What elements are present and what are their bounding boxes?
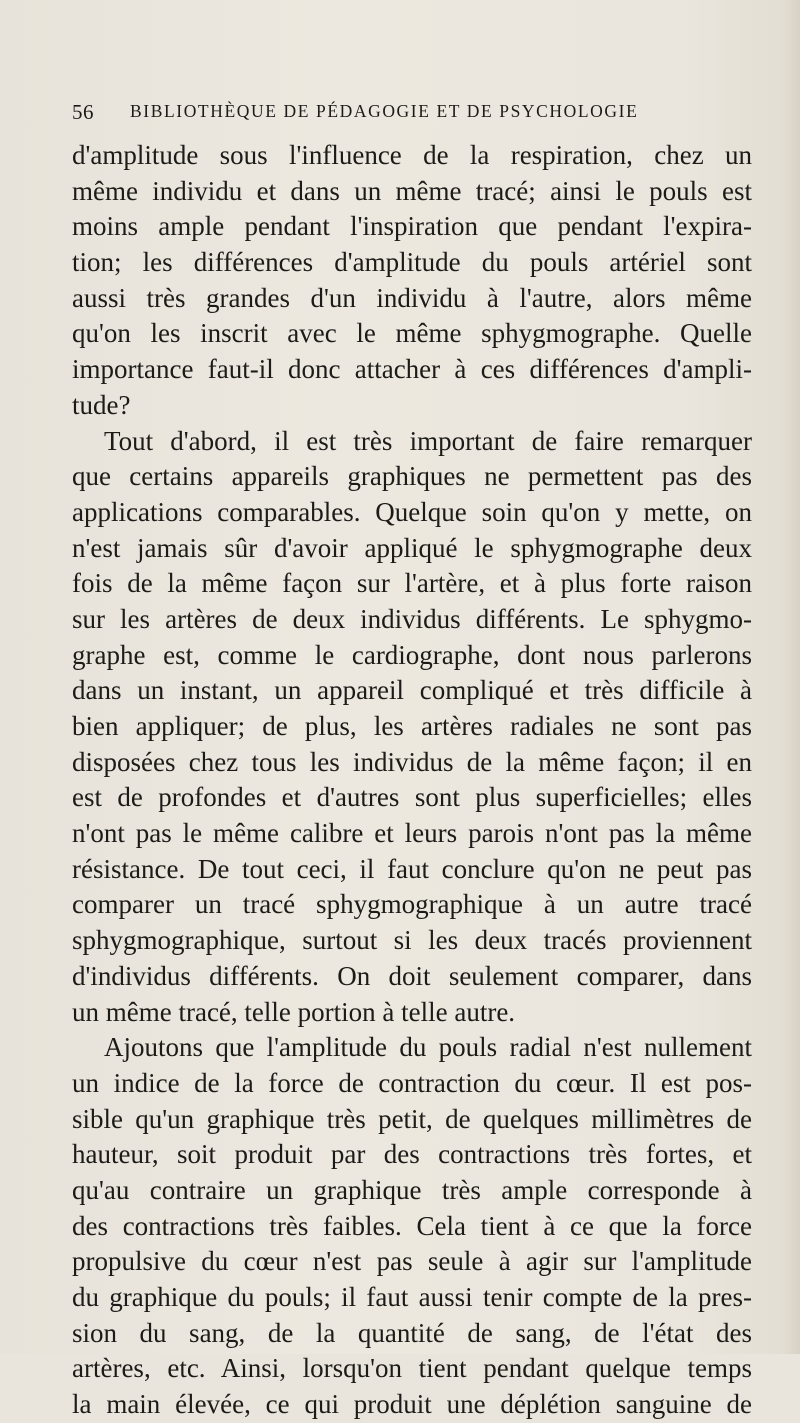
text-line: sphygmographique, surtout si les deux tracés proviennent xyxy=(72,925,752,956)
text-line: fois de la même façon sur l'artère, et à plus forte raison xyxy=(72,568,752,599)
text-line: tion; les différences d'amplitude du pouls artériel sont xyxy=(72,247,752,278)
text-line: bien appliquer; de plus, les artères radiales ne sont pas xyxy=(72,711,752,741)
text-line: moins ample pendant l'inspiration que pendant l'expira- xyxy=(72,211,752,242)
running-title: BIBLIOTHÈQUE DE PÉDAGOGIE ET DE PSYCHOLOGIE xyxy=(130,101,639,121)
text-line: un indice de la force de contraction du cœur. Il est pos- xyxy=(72,1067,752,1098)
text-line: qu'au contraire un graphique très ample corresponde à xyxy=(72,1174,752,1205)
text-line: tude? xyxy=(72,389,131,420)
text-line: qu'on les inscrit avec le même sphygmographe. Quelle xyxy=(72,318,752,349)
text-line: un même tracé, telle portion à telle autre. xyxy=(72,996,516,1027)
text-line: sible qu'un graphique très petit, de quelques millimètres de xyxy=(72,1103,752,1134)
text-line: propulsive du cœur n'est pas seule à agir sur l'amplitude xyxy=(72,1246,752,1277)
text-line: dans un instant, un appareil compliqué et très difficile à xyxy=(72,675,752,706)
text-line: même individu et dans un même tracé; ainsi le pouls est xyxy=(72,175,752,206)
text-line: n'ont pas le même calibre et leurs parois n'ont pas la même xyxy=(72,818,752,849)
text-line: disposées chez tous les individus de la même façon; il en xyxy=(72,746,752,777)
text-line: d'individus différents. On doit seulement comparer, dans xyxy=(72,960,752,991)
text-line: d'amplitude sous l'influence de la respiration, chez un xyxy=(72,140,752,170)
paragraph-start-line: Tout d'abord, il est très important de faire remarquer xyxy=(104,425,752,456)
text-line: applications comparables. Quelque soin qu'on y mette, on xyxy=(72,496,752,527)
page-edge-shadow xyxy=(782,0,800,1354)
text-line: est de profondes et d'autres sont plus superficielles; elles xyxy=(72,782,752,813)
text-line: des contractions très faibles. Cela tient à ce que la force xyxy=(72,1210,752,1241)
text-line: résistance. De tout ceci, il faut conclure qu'on ne peut pas xyxy=(72,853,752,884)
text-line: la main élevée, ce qui produit une déplétion sanguine de xyxy=(72,1389,752,1420)
page-number: 56 xyxy=(72,100,94,124)
text-line: aussi très grandes d'un individu à l'autre, alors même xyxy=(72,282,752,313)
text-line: du graphique du pouls; il faut aussi tenir compte de la pres- xyxy=(72,1282,752,1312)
paragraph-start-line: Ajoutons que l'amplitude du pouls radial n'est nullement xyxy=(104,1032,752,1063)
text-line: graphe est, comme le cardiographe, dont nous parlerons xyxy=(72,639,752,670)
page-header xyxy=(72,100,752,130)
text-line: que certains appareils graphiques ne permettent pas des xyxy=(72,461,752,492)
body-text xyxy=(72,138,752,1423)
text-line: comparer un tracé sphygmographique à un autre tracé xyxy=(72,889,752,920)
text-line: sur les artères de deux individus différents. Le sphygmo- xyxy=(72,603,752,634)
text-line: hauteur, soit produit par des contractions très fortes, et xyxy=(72,1139,752,1170)
text-line: sion du sang, de la quantité de sang, de l'état des xyxy=(72,1317,752,1348)
text-line: n'est jamais sûr d'avoir appliqué le sphygmographe deux xyxy=(72,532,752,563)
text-line: artères, etc. Ainsi, lorsqu'on tient pendant quelque temps xyxy=(72,1353,752,1384)
text-line: importance faut-il donc attacher à ces différences d'ampli- xyxy=(72,354,752,385)
